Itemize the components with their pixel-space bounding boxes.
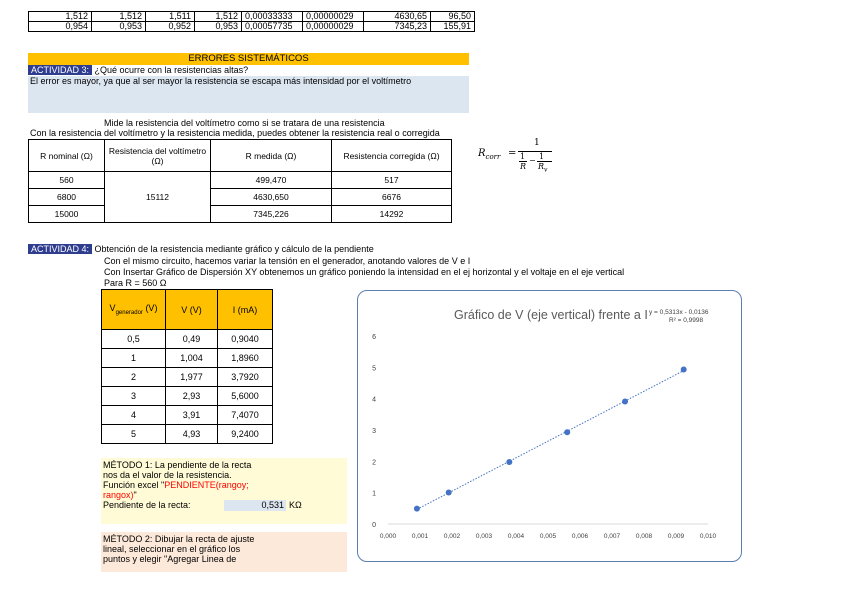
cell[interactable]: 155,91 [431, 22, 475, 32]
x-tick-label: 0,007 [603, 533, 621, 540]
metodo1-line1[interactable]: MÉTODO 1: La pendiente de la recta [103, 460, 252, 470]
y-tick-label: 3 [372, 428, 376, 435]
cell[interactable]: 1,004 [166, 349, 218, 368]
cell[interactable]: 2 [102, 368, 166, 387]
table-row [29, 172, 452, 189]
instruction-line2[interactable]: Con la resistencia del voltímetro y la resistencia medida, puedes obtener la resistencia real o corregida [30, 128, 440, 138]
cell[interactable]: 3 [102, 387, 166, 406]
header-r-corregida[interactable]: Resistencia corregida (Ω) [332, 140, 452, 172]
header-r-medida[interactable]: R medida (Ω) [211, 140, 332, 172]
data-point[interactable] [506, 459, 512, 465]
formula-one-a: 1 [520, 152, 526, 161]
table-row [102, 349, 273, 368]
y-tick-label: 1 [372, 490, 376, 498]
data-point[interactable] [622, 398, 628, 404]
formula-minus: − [529, 156, 536, 165]
top-data-table [28, 11, 475, 32]
actividad3-answer: El error es mayor, ya que al ser mayor la resistencia se escapa más intensidad por el voltímetro [30, 76, 412, 86]
x-tick-label: 0,001 [411, 533, 429, 540]
cell-corregida[interactable]: 14292 [332, 206, 452, 223]
cell[interactable]: 7345,23 [364, 22, 431, 32]
actividad3-answer-box[interactable] [28, 76, 469, 113]
y-tick-label: 2 [372, 459, 376, 467]
cell[interactable]: 0,953 [92, 22, 146, 32]
header-r-nominal[interactable]: R nominal (Ω) [29, 140, 105, 172]
y-tick-label: 6 [372, 334, 376, 341]
data-point[interactable] [681, 367, 687, 373]
table-row [102, 387, 273, 406]
formula-lhs: $R_{corr}$ [478, 148, 501, 161]
header-r-voltimetro[interactable]: Resistencia del voltímetro (Ω) [105, 140, 211, 172]
metodo1-line4[interactable]: rangox)" [103, 490, 137, 500]
formula-r: R [520, 162, 527, 171]
cell[interactable]: 4,93 [166, 425, 218, 444]
table-row [102, 330, 273, 349]
table-row [102, 368, 273, 387]
pendiente-value[interactable]: 0,531 [224, 500, 286, 511]
errores-banner[interactable]: ERRORES SISTEMÁTICOS [28, 53, 469, 65]
x-tick-label: 0,000 [379, 533, 397, 540]
cell[interactable]: 4 [102, 406, 166, 425]
metodo2-box [101, 532, 347, 572]
cell[interactable]: 5,6000 [218, 387, 273, 406]
cell[interactable]: 4630,65 [364, 12, 431, 22]
cell[interactable]: 1,512 [92, 12, 146, 22]
instruction-line1[interactable]: Mide la resistencia del voltímetro como si se tratara de una resistencia [104, 118, 385, 128]
actividad4-title[interactable]: Obtención de la resistencia mediante gráfico y cálculo de la pendiente [94, 244, 374, 254]
cell-medida[interactable]: 4630,650 [211, 189, 332, 206]
y-tick-label: 0 [372, 522, 376, 529]
data-point[interactable] [564, 429, 570, 435]
table-row [29, 12, 475, 22]
formula-one-b: 1 [539, 152, 545, 161]
scatter-chart[interactable] [357, 290, 742, 562]
table-row [29, 206, 452, 223]
actividad4-line3[interactable]: Para R = 560 Ω [104, 278, 167, 288]
pendiente-label: Pendiente de la recta: [103, 500, 191, 510]
x-tick-label: 0,003 [475, 533, 493, 540]
cell[interactable]: 1,977 [166, 368, 218, 387]
table-row [102, 425, 273, 444]
actividad3-question[interactable]: ¿Qué ocurre con la resistencias altas? [94, 65, 249, 75]
cell-voltimetro[interactable]: 15112 [105, 172, 211, 223]
cell[interactable]: 0,953 [195, 22, 242, 32]
cell-medida[interactable]: 7345,226 [211, 206, 332, 223]
table-row [102, 406, 273, 425]
formula-rv: $R_v$ [538, 162, 548, 174]
cell[interactable]: 0,00000029 [303, 12, 364, 22]
metodo2-line2[interactable]: lineal, seleccionar en el gráfico los [103, 544, 241, 554]
actividad4-line1[interactable]: Con el mismo circuito, hacemos variar la tensión en el generador, anotando valores de V e I [104, 256, 471, 266]
chart-title: Gráfico de V (eje vertical) frente a I [454, 308, 648, 322]
cell[interactable]: 7,4070 [218, 406, 273, 425]
r-squared-label: R² = 0,9998 [669, 317, 704, 324]
cell[interactable]: 1,512 [195, 12, 242, 22]
y-tick-label: 5 [372, 365, 376, 373]
cell[interactable]: 1,511 [146, 12, 195, 22]
data-point[interactable] [414, 506, 420, 512]
cell[interactable]: 0,49 [166, 330, 218, 349]
header-v[interactable]: V (V) [166, 290, 218, 330]
actividad4-line [28, 244, 374, 255]
cell-nominal[interactable]: 6800 [29, 189, 105, 206]
cell[interactable]: 3,91 [166, 406, 218, 425]
cell[interactable]: 0,00033333 [242, 12, 303, 22]
cell[interactable]: 96,50 [431, 12, 475, 22]
cell[interactable]: 0,952 [146, 22, 195, 32]
chart-svg [358, 291, 741, 561]
table-row [29, 22, 475, 32]
cell[interactable]: 0,954 [29, 22, 92, 32]
cell[interactable]: 0,9040 [218, 330, 273, 349]
cell[interactable]: 0,00000029 [303, 22, 364, 32]
header-vgen[interactable]: $V_{generador}$ (V) [102, 290, 166, 330]
trendline [417, 371, 684, 510]
cell[interactable]: 3,7920 [218, 368, 273, 387]
metodo1-box [101, 458, 347, 524]
voltage-current-table [101, 289, 273, 444]
data-point[interactable] [446, 490, 452, 496]
metodo2-line3[interactable]: puntos y elegir "Agregar Linea de [103, 554, 237, 564]
actividad4-tag[interactable]: ACTIVIDAD 4: [28, 244, 92, 254]
cell[interactable]: 2,93 [166, 387, 218, 406]
cell[interactable]: 5 [102, 425, 166, 444]
table-header-row [102, 290, 273, 330]
metodo1-pendiente-row [101, 500, 347, 511]
formula-equals: = [508, 148, 517, 159]
cell[interactable]: 0,00057735 [242, 22, 303, 32]
actividad4-line2[interactable]: Con Insertar Gráfico de Dispersión XY obtenemos un gráfico poniendo la intensidad en el ej horizontal y el voltaje en el eje vertical [104, 267, 625, 277]
formula-numerator: 1 [534, 138, 540, 148]
cell-nominal[interactable]: 15000 [29, 206, 105, 223]
header-i[interactable]: I (mA) [218, 290, 273, 330]
x-tick-label: 0,006 [571, 533, 589, 540]
cell[interactable]: 9,2400 [218, 425, 273, 444]
trendline-equation: y = 0,5313x - 0,0136 [649, 309, 709, 316]
x-tick-label: 0,004 [507, 533, 525, 540]
cell[interactable]: 1,512 [29, 12, 92, 22]
x-tick-label: 0,002 [443, 533, 461, 540]
resistance-table [28, 139, 452, 223]
cell-medida[interactable]: 499,470 [211, 172, 332, 189]
cell[interactable]: 0,5 [102, 330, 166, 349]
table-header-row [29, 140, 452, 172]
cell[interactable]: 1,8960 [218, 349, 273, 368]
x-tick-label: 0,008 [635, 533, 653, 540]
y-tick-label: 4 [372, 396, 376, 404]
x-tick-label: 0,005 [539, 533, 557, 540]
cell-nominal[interactable]: 560 [29, 172, 105, 189]
pendiente-unit: KΩ [289, 500, 302, 510]
table-row [29, 189, 452, 206]
actividad3-tag[interactable]: ACTIVIDAD 3: [28, 65, 92, 75]
correction-formula[interactable] [478, 138, 558, 180]
metodo1-line2[interactable]: nos da el valor de la resistencia. [103, 470, 232, 480]
x-tick-label: 0,009 [667, 533, 685, 540]
cell[interactable]: 1 [102, 349, 166, 368]
cell-corregida[interactable]: 517 [332, 172, 452, 189]
metodo1-line3[interactable]: Función excel "PENDIENTE(rangoy; [103, 480, 249, 490]
actividad3-line [28, 65, 248, 76]
cell-corregida[interactable]: 6676 [332, 189, 452, 206]
x-tick-label: 0,010 [699, 533, 717, 540]
metodo2-line1[interactable]: MÉTODO 2: Dibujar la recta de ajuste [103, 534, 255, 544]
